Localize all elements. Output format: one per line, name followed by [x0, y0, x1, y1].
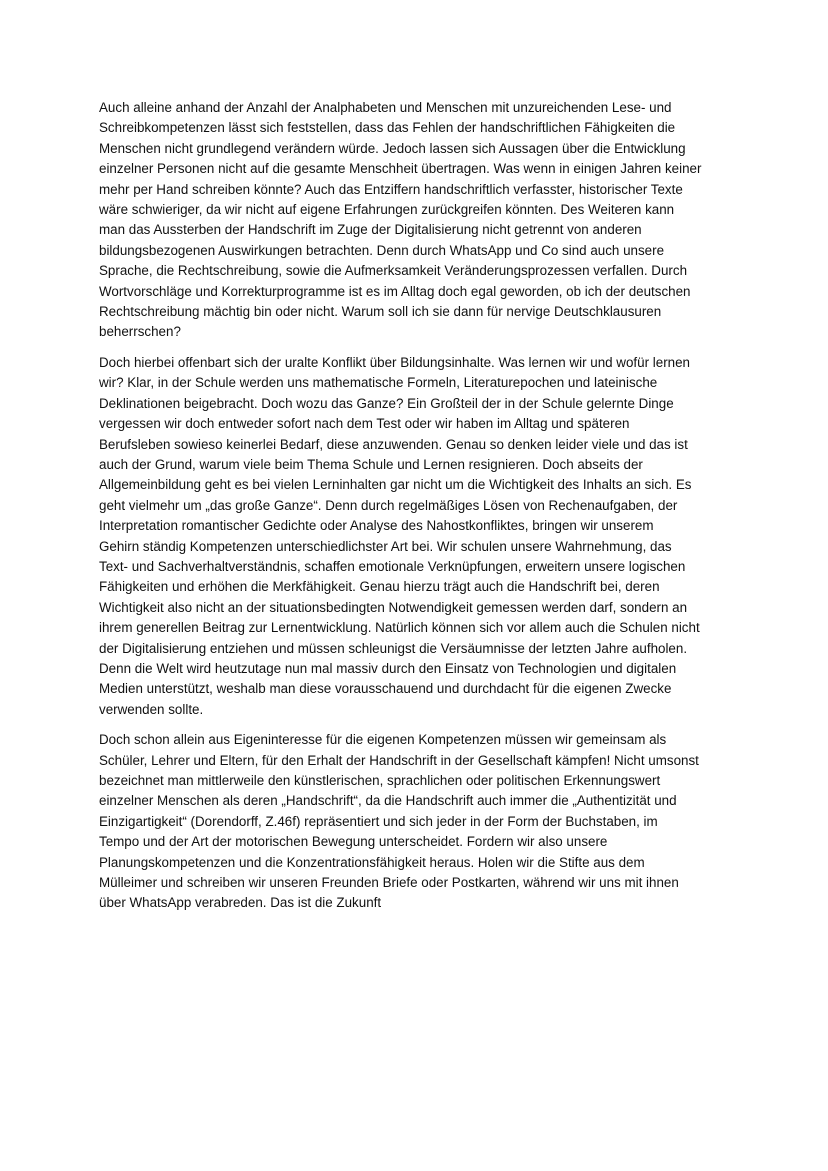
paragraph-1: Auch alleine anhand der Anzahl der Analphabeten und Menschen mit unzureichenden Lese- und Schreibkompetenzen lässt sich feststellen, dass das Fehlen der handschriftlichen Fähigkeiten die Menschen nicht grundlegend verändern würde. Jedoch lassen sich Aussagen über die Entwicklung einzelner Personen nicht auf die gesamte Menschheit übertragen. Was wenn in einigen Jahren keiner mehr per Hand schreiben könnte? Auch das Entziffern handschriftlich verfasster, historischer Texte wäre schwieriger, da wir nicht auf eigene Erfahrungen zurückgreifen könnten. Des Weiteren kann man das Aussterben der Handschrift im Zuge der Digitalisierung nicht getrennt von anderen bildungsbezogenen Auswirkungen betrachten. Denn durch WhatsApp und Co sind auch unsere Sprache, die Rechtschreibung, sowie die Aufmerksamkeit Veränderungsprozessen verfallen. Durch Wortvorschläge und Korrekturprogramme ist es im Alltag doch egal geworden, ob ich der deutschen Rechtschreibung mächtig bin oder nicht. Warum soll ich sie dann für nervige Deutschklausuren beherrschen?: [99, 100, 702, 340]
document-body: [99, 98, 739, 924]
paragraph-2: Doch hierbei offenbart sich der uralte Konflikt über Bildungsinhalte. Was lernen wir und wofür lernen wir? Klar, in der Schule werden uns mathematische Formeln, Literaturepochen und lateinische Deklinationen beigebracht. Doch wozu das Ganze? Ein Großteil der in der Schule gelernte Dinge vergessen wir doch entweder sofort nach dem Test oder wir haben im Alltag und späteren Berufsleben sowieso keinerlei Bedarf, diese anzuwenden. Genau so denken leider viele und das ist auch der Grund, warum viele beim Thema Schule und Lernen resignieren. Doch abseits der Allgemeinbildung geht es bei vielen Lerninhalten gar nicht um die Wichtigkeit des Inhalts an sich. Es geht vielmehr um „das große Ganze“. Denn durch regelmäßiges Lösen von Rechenaufgaben, der Interpretation romantischer Gedichte oder Analyse des Nahostkonfliktes, bringen wir unserem Gehirn ständig Kompetenzen unterschiedlichster Art bei. Wir schulen unsere Wahrnehmung, das Text- und Sachverhaltverständnis, schaffen emotionale Verknüpfungen, erweitern unsere logischen Fähigkeiten und erhöhen die Merkfähigkeit. Genau hierzu trägt auch die Handschrift bei, deren Wichtigkeit also nicht an der situationsbedingten Notwendigkeit gemessen werden darf, sondern an ihrem generellen Beitrag zur Lernentwicklung. Natürlich können sich vor allem auch die Schulen nicht der Digitalisierung entziehen und müssen schleunigst die Versäumnisse der letzten Jahre aufholen. Denn die Welt wird heutzutage nun mal massiv durch den Einsatz von Technologien und digitalen Medien unterstützt, weshalb man diese vorausschauend und durchdacht für die eigenen Zwecke verwenden sollte.: [99, 354, 700, 717]
paragraph-3: Doch schon allein aus Eigeninteresse für die eigenen Kompetenzen müssen wir gemeinsam als Schüler, Lehrer und Eltern, für den Erhalt der Handschrift in der Gesellschaft kämpfen! Nicht umsonst bezeichnet man mittlerweile den künstlerischen, sprachlichen oder politischen Erkennungswert einzelner Menschen als deren „Handschrift“, da die Handschrift auch immer die „Authentizität und Einzigartigkeit“ (Dorendorff, Z.46f) repräsentiert und sich jeder in der Form der Buchstaben, im Tempo und der Art der motorischen Bewegung unterscheidet. Fordern wir also unsere Planungskompetenzen und die Konzentrationsfähigkeit heraus. Holen wir die Stifte aus dem Mülleimer und schreiben wir unseren Freunden Briefe oder Postkarten, während wir uns mit ihnen über WhatsApp verabreden. Das ist die Zukunft: [99, 732, 699, 911]
